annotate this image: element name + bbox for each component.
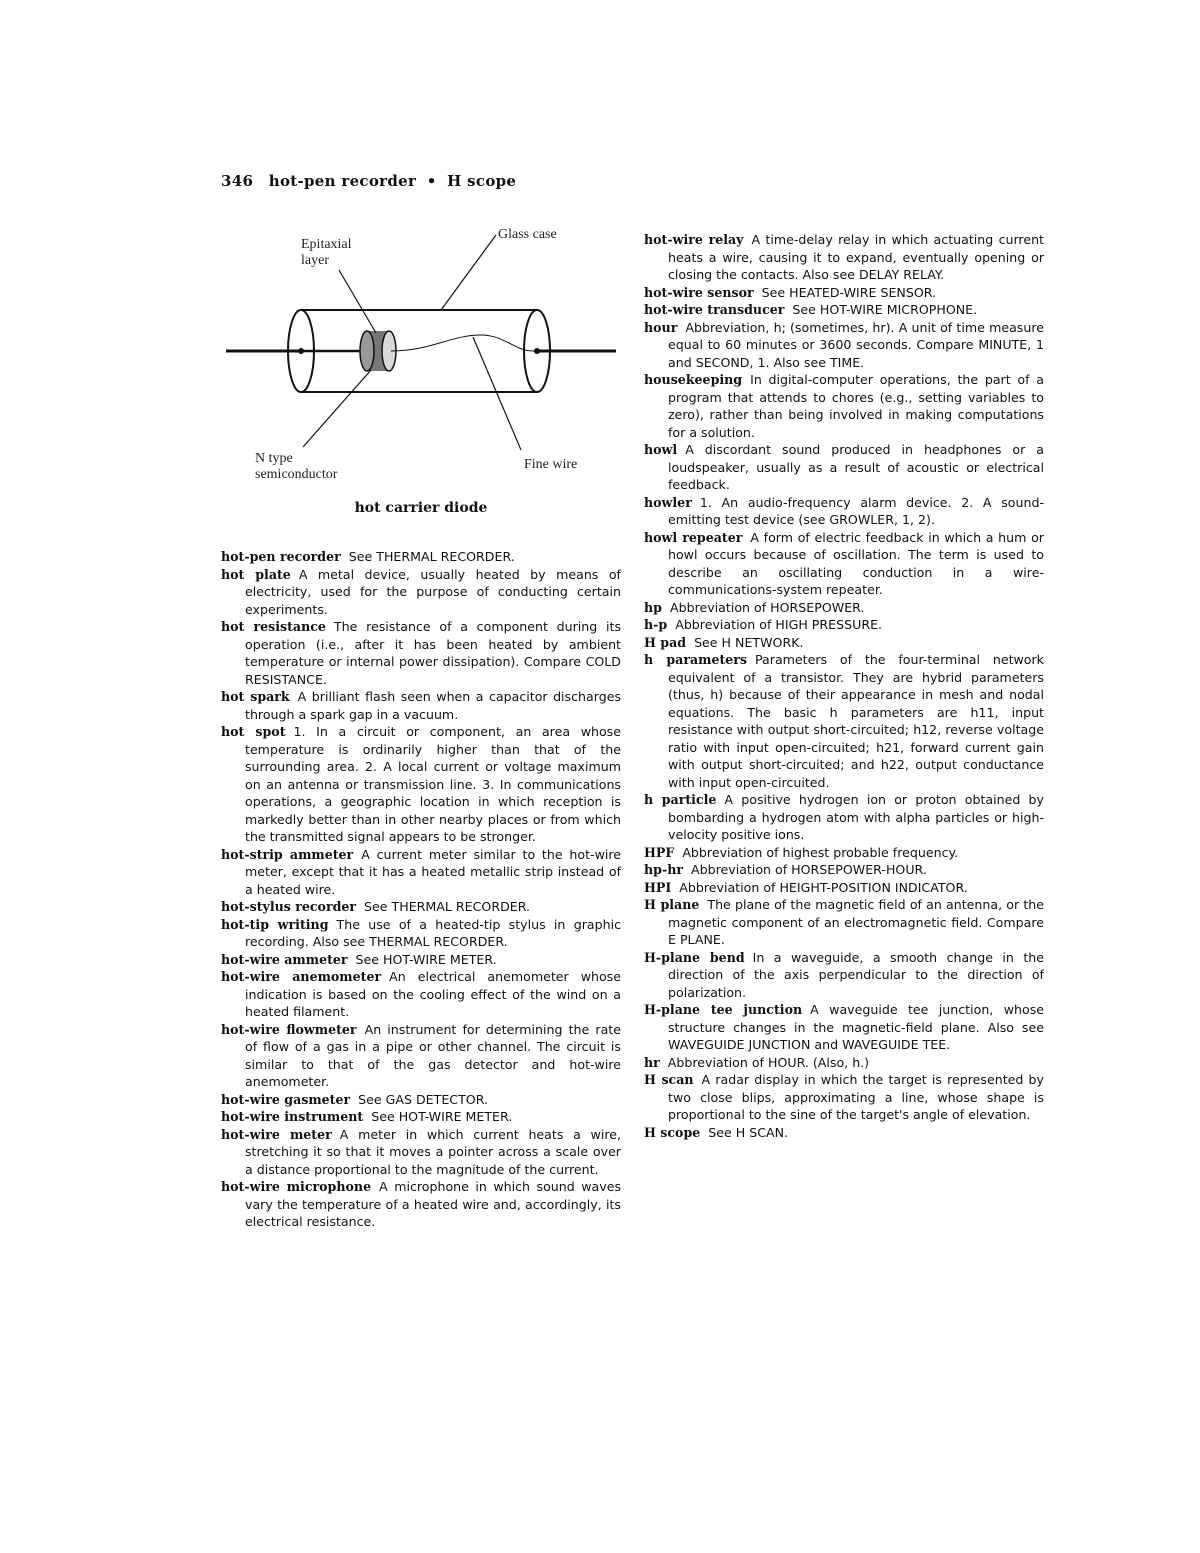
entry-definition: Abbreviation of HEIGHT-POSITION INDICATOR. bbox=[679, 879, 968, 895]
entry-definition: A time-delay relay in which actuating current heats a wire, causing it to expand, eventually opening or closing the contacts. Also see DELAY RELAY. bbox=[668, 232, 1044, 282]
entry-definition: See H SCAN. bbox=[708, 1124, 789, 1140]
dictionary-entry bbox=[221, 688, 621, 723]
dictionary-entry bbox=[221, 916, 621, 951]
entry-definition: Abbreviation of HOUR. (Also, h.) bbox=[667, 1054, 870, 1070]
entry-definition: See H NETWORK. bbox=[694, 634, 804, 650]
glass-case-leader bbox=[441, 235, 496, 310]
dictionary-entry bbox=[644, 494, 1044, 529]
entry-term: h-p bbox=[644, 617, 668, 632]
entry-definition: See THERMAL RECORDER. bbox=[348, 549, 515, 564]
entry-definition: See HOT-WIRE METER. bbox=[371, 1109, 513, 1124]
dictionary-entry bbox=[644, 651, 1044, 791]
entry-definition: Abbreviation of HIGH PRESSURE. bbox=[675, 617, 883, 632]
entry-definition: See GAS DETECTOR. bbox=[358, 1091, 488, 1107]
label-glass-case: Glass case bbox=[498, 227, 557, 242]
dictionary-entry bbox=[221, 968, 621, 1021]
dictionary-entry bbox=[644, 371, 1044, 441]
dictionary-entry bbox=[221, 1021, 621, 1091]
entry-term: hot-strip ammeter bbox=[221, 846, 354, 862]
header-first-word: hot-pen recorder bbox=[268, 172, 417, 190]
dictionary-entry bbox=[221, 1108, 621, 1126]
entry-term: hot-stylus recorder bbox=[221, 899, 357, 914]
fine-wire-leader bbox=[473, 337, 521, 450]
entry-definition: 1. An audio-frequency alarm device. 2. A sound-emitting test device (see GROWLER, 1, 2). bbox=[668, 494, 1044, 527]
right-column bbox=[644, 231, 1044, 1141]
entry-term: hot-wire anemometer bbox=[221, 969, 382, 984]
entry-term: hot-wire relay bbox=[644, 232, 744, 247]
epitaxial-leader bbox=[339, 270, 376, 333]
entry-definition: In digital-computer operations, the part of a program that attends to chores (e.g., setting variables to zero), rather than being involved in making computations for a solution. bbox=[668, 372, 1044, 440]
dictionary-entry bbox=[221, 1178, 621, 1231]
entry-term: hot-pen recorder bbox=[221, 549, 341, 564]
figure-caption: hot carrier diode bbox=[354, 500, 488, 516]
entry-term: hour bbox=[644, 319, 678, 335]
entry-term: hot-tip writing bbox=[221, 916, 329, 932]
header-separator: • bbox=[426, 172, 437, 190]
dictionary-entry bbox=[221, 1126, 621, 1179]
entry-definition: Parameters of the four-terminal network equivalent of a transistor. They are hybrid parameters (thus, h) because of their appearance in mesh and nodal equations. The basic h parameters are h11, input resistance with output short-circuited; h12, reverse voltage ratio with input open-circuited; h21, forward current gain with output short-circuited; and h22, output conductance with input open-circuited. bbox=[668, 652, 1044, 790]
entry-definition: A form of electric feedback in which a hum or howl occurs because of oscillation. The term is used to describe an oscillating conduction in a wire-communications-system repeater. bbox=[668, 529, 1044, 597]
entry-definition: See THERMAL RECORDER. bbox=[364, 899, 531, 914]
dictionary-entry bbox=[644, 1124, 1044, 1142]
entry-term: HPF bbox=[644, 844, 675, 860]
dictionary-entry bbox=[644, 634, 1044, 652]
entry-definition: In a waveguide, a smooth change in the direction of the axis perpendicular to the direction of polarization. bbox=[668, 949, 1044, 1000]
entry-definition: A metal device, usually heated by means of electricity, used for the purpose of conducting certain experiments. bbox=[245, 566, 621, 617]
entry-term: h parameters bbox=[644, 652, 748, 667]
entry-term: hot-wire sensor bbox=[644, 284, 754, 300]
entry-term: hp-hr bbox=[644, 862, 683, 877]
dictionary-entry bbox=[644, 599, 1044, 617]
dictionary-entry bbox=[644, 1071, 1044, 1124]
dictionary-entry bbox=[644, 949, 1044, 1002]
entry-term: hot spot bbox=[221, 724, 286, 739]
entry-term: HPI bbox=[644, 879, 672, 895]
page-number: 346 bbox=[221, 172, 254, 190]
entry-definition: A radar display in which the target is represented by two close blips, approximating a line, whose shape is proportional to the sine of the target's angle of elevation. bbox=[668, 1072, 1045, 1122]
label-epitaxial: Epitaxial layer bbox=[301, 237, 352, 268]
entry-term: housekeeping bbox=[644, 372, 743, 387]
entry-definition: The plane of the magnetic field of an antenna, or the magnetic component of an electromagnetic field. Compare E PLANE. bbox=[668, 897, 1044, 947]
entry-term: hot resistance bbox=[221, 619, 326, 634]
dictionary-entry bbox=[221, 566, 621, 619]
entry-definition: See HOT-WIRE METER. bbox=[355, 951, 497, 967]
dictionary-entry bbox=[644, 616, 1044, 634]
fine-wire bbox=[391, 335, 537, 351]
dictionary-entry bbox=[644, 529, 1044, 599]
dictionary-entry bbox=[221, 723, 621, 846]
entry-term: hp bbox=[644, 599, 662, 615]
header-last-word: H scope bbox=[447, 172, 517, 190]
entry-term: hot-wire microphone bbox=[221, 1179, 372, 1194]
entry-term: hot plate bbox=[221, 566, 291, 582]
dictionary-entry bbox=[644, 301, 1044, 319]
entry-term: hot spark bbox=[221, 689, 290, 704]
dictionary-entry bbox=[644, 441, 1044, 494]
entry-term: H-plane tee junction bbox=[644, 1002, 803, 1017]
entry-term: hot-wire ammeter bbox=[221, 951, 348, 967]
entry-definition: Abbreviation, h; (sometimes, hr). A unit of time measure equal to 60 minutes or 3600 seconds. Compare MINUTE, 1 and SECOND, 1. Also see TIME. bbox=[668, 319, 1044, 370]
entry-definition: A discordant sound produced in headphones or a loudspeaker, usually as a result of acoustic or electrical feedback. bbox=[668, 442, 1044, 492]
entry-term: H-plane bend bbox=[644, 949, 745, 965]
dictionary-entry bbox=[221, 1091, 621, 1109]
entry-definition: A brilliant flash seen when a capacitor discharges through a spark gap in a vacuum. bbox=[245, 689, 621, 722]
entry-term: hot-wire instrument bbox=[221, 1109, 364, 1124]
dictionary-entry bbox=[221, 618, 621, 688]
dictionary-entry bbox=[644, 844, 1044, 862]
dictionary-entry bbox=[644, 879, 1044, 897]
dictionary-entry bbox=[644, 791, 1044, 844]
entry-term: hot-wire flowmeter bbox=[221, 1021, 357, 1037]
entry-term: hot-wire gasmeter bbox=[221, 1091, 351, 1107]
label-ntype: N type semiconductor bbox=[255, 451, 338, 482]
label-fine-wire: Fine wire bbox=[524, 457, 578, 472]
entry-definition: A waveguide tee junction, whose structure changes in the magnetic-field plane. Also see WAVEGUIDE JUNCTION and WAVEGUIDE TEE. bbox=[668, 1002, 1044, 1052]
dictionary-entry bbox=[221, 548, 621, 566]
dictionary-entry bbox=[644, 1001, 1044, 1054]
entry-definition: A meter in which current heats a wire, stretching it so that it moves a pointer across a scale over a distance proportional to the magnitude of the current. bbox=[245, 1126, 622, 1177]
entry-definition: Abbreviation of highest probable frequency. bbox=[682, 844, 959, 860]
entry-definition: Abbreviation of HORSEPOWER. bbox=[669, 599, 865, 615]
dictionary-entry bbox=[221, 846, 621, 899]
entry-definition: A microphone in which sound waves vary the temperature of a heated wire and, accordingly, its electrical resistance. bbox=[245, 1179, 621, 1229]
running-header bbox=[221, 172, 516, 190]
entry-term: H scope bbox=[644, 1124, 701, 1140]
entry-term: howler bbox=[644, 494, 692, 510]
entry-term: hot-wire meter bbox=[221, 1126, 332, 1142]
dictionary-entry bbox=[644, 896, 1044, 949]
entry-definition: The use of a heated-tip stylus in graphic recording. Also see THERMAL RECORDER. bbox=[245, 916, 621, 949]
entry-definition: A current meter similar to the hot-wire meter, except that it has a heated metallic strip instead of a heated wire. bbox=[245, 846, 622, 897]
entry-term: howl repeater bbox=[644, 529, 743, 545]
entry-term: howl bbox=[644, 442, 678, 457]
dictionary-entry bbox=[221, 898, 621, 916]
entry-definition: Abbreviation of HORSEPOWER-HOUR. bbox=[690, 862, 927, 877]
entry-definition: See HEATED-WIRE SENSOR. bbox=[761, 284, 937, 300]
entry-term: hr bbox=[644, 1054, 660, 1070]
hot-carrier-diode-figure bbox=[221, 225, 621, 525]
entry-term: hot-wire transducer bbox=[644, 302, 785, 317]
dictionary-entry bbox=[221, 951, 621, 969]
entry-definition: An instrument for determining the rate of flow of a gas in a pipe or other channel. The circuit is similar to that of the gas detector and hot-wire anemometer. bbox=[245, 1021, 621, 1089]
entry-definition: An electrical anemometer whose indication is based on the cooling effect of the wind on a heated filament. bbox=[245, 969, 621, 1019]
dictionary-entry bbox=[644, 861, 1044, 879]
dictionary-entry bbox=[644, 231, 1044, 284]
entry-definition: 1. In a circuit or component, an area whose temperature is ordinarily higher than that of the surrounding area. 2. A local current or voltage maximum on an antenna or transmission line. 3. In communications operations, a geographic location in which reception is markedly better than in other nearby places or from which the transmitted signal appears to be stronger. bbox=[245, 724, 621, 844]
semiconductor-left-face bbox=[360, 331, 374, 371]
entry-definition: A positive hydrogen ion or proton obtained by bombarding a hydrogen atom with alpha particles or high-velocity positive ions. bbox=[668, 792, 1044, 842]
entry-definition: See HOT-WIRE MICROPHONE. bbox=[792, 302, 978, 317]
dictionary-entry bbox=[644, 284, 1044, 302]
entry-term: h particle bbox=[644, 792, 717, 807]
entry-term: H plane bbox=[644, 897, 700, 912]
entry-term: H scan bbox=[644, 1072, 694, 1087]
left-column bbox=[221, 548, 621, 1231]
dictionary-entry bbox=[644, 1054, 1044, 1072]
ntype-leader bbox=[303, 370, 371, 447]
entry-definition: The resistance of a component during its operation (i.e., after it has been heated by ambient temperature or internal power dissipation). Compare COLD RESISTANCE. bbox=[245, 619, 622, 687]
dictionary-entry bbox=[644, 319, 1044, 372]
entry-term: H pad bbox=[644, 634, 687, 650]
